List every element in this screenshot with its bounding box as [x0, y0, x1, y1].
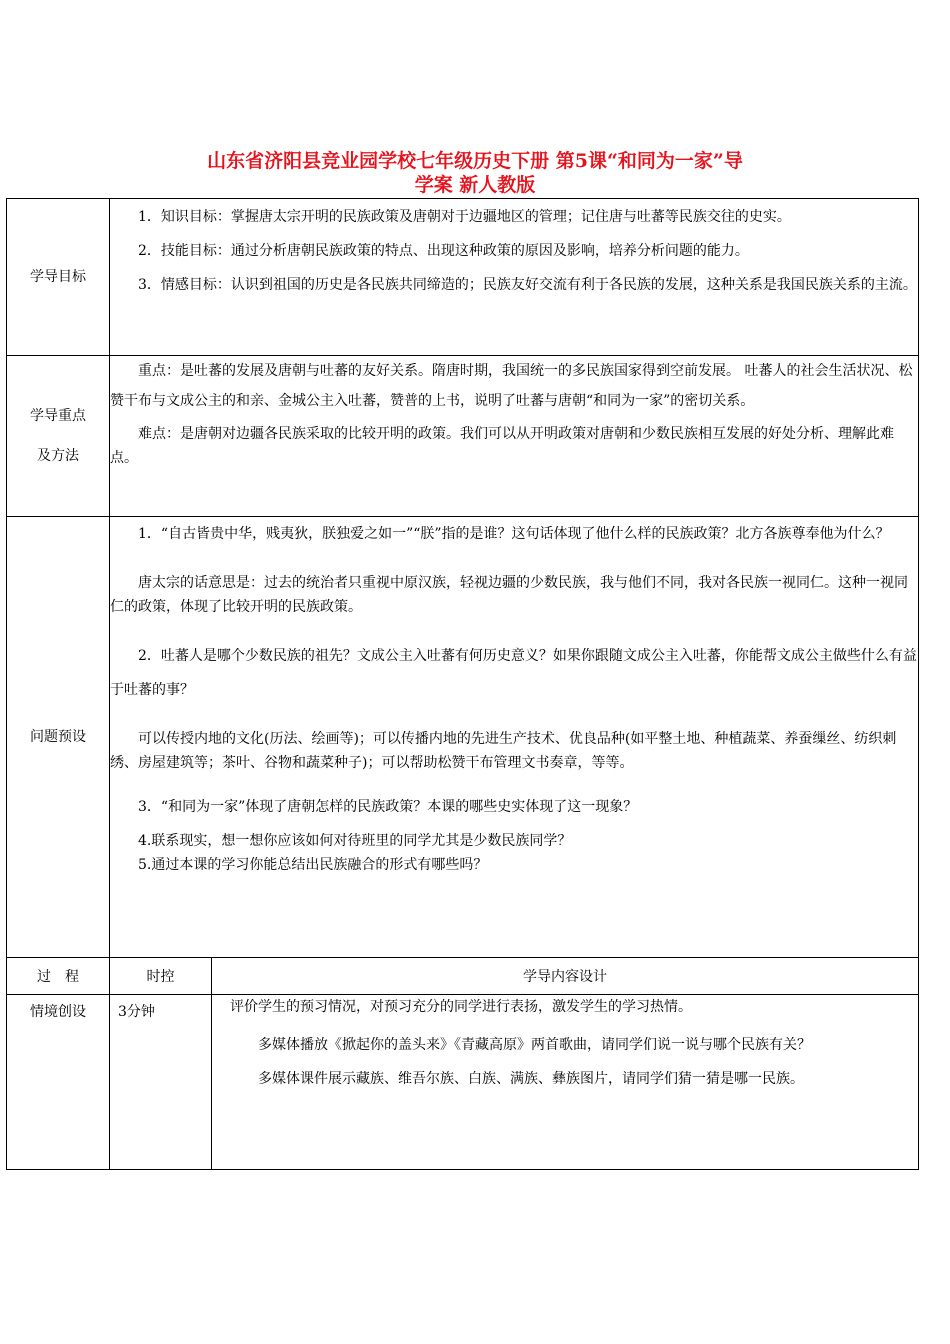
scenario-content — [212, 995, 919, 1170]
scenario-row — [7, 995, 919, 1170]
goals-label: 学导目标 — [7, 199, 110, 356]
question-4: 4.联系现实，想一想你应该如何对待班里的同学尤其是少数民族同学？ — [138, 833, 572, 849]
scenario-paragraph-2: 多媒体播放《掀起你的盖头来》《青藏高原》两首歌曲，请同学们说一说与哪个民族有关？ — [258, 1037, 811, 1053]
answer-2: 可以传授内地的文化(历法、绘画等)；可以传播内地的先进生产技术、优良品种(如平整土地、种植蔬菜、养蚕缫丝、纺织刺绣、房屋建筑等；茶叶、谷物和蔬菜种子)；可以帮助松赞干布管理文书奏章，等等。 — [110, 731, 897, 771]
lesson-plan-table — [6, 198, 919, 1170]
focus-label — [7, 356, 110, 517]
goal-skill: 2．技能目标：通过分析唐朝民族政策的特点、出现这种政策的原因及影响，培养分析问题的能力。 — [138, 243, 749, 259]
key-point: 重点：是吐蕃的发展及唐朝与吐蕃的友好关系。隋唐时期，我国统一的多民族国家得到空前发展。 吐蕃人的社会生活状况、松赞干布与文成公主的和亲、金城公主入吐蕃，赞普的上书，说明了吐蕃与唐朝“和同为一家”的密切关系。 — [110, 363, 913, 409]
question-1: 1．“自古皆贵中华，贱夷狄，朕独爱之如一”“朕”指的是谁？这句话体现了他什么样的民族政策？北方各族尊奉他为什么？ — [138, 526, 890, 542]
questions-content — [110, 517, 919, 958]
question-3: 3．“和同为一家”体现了唐朝怎样的民族政策？本课的哪些史实体现了这一现象？ — [138, 799, 638, 815]
focus-content — [110, 356, 919, 517]
goal-knowledge: 1．知识目标：掌握唐太宗开明的民族政策及唐朝对于边疆地区的管理；记住唐与吐蕃等民族交往的史实。 — [138, 209, 791, 225]
goals-row — [7, 199, 919, 356]
header-design: 学导内容设计 — [212, 958, 919, 995]
scenario-time: 3分钟 — [110, 995, 212, 1170]
document-title-line2: 学案 新人教版 — [414, 174, 536, 196]
difficulty-point: 难点：是唐朝对边疆各民族采取的比较开明的政策。我们可以从开明政策对唐朝和少数民族相互发展的好处分析、理解此难点。 — [110, 426, 894, 466]
focus-row — [7, 356, 919, 517]
question-5: 5.通过本课的学习你能总结出民族融合的形式有哪些吗？ — [138, 857, 488, 873]
question-2: 2．吐蕃人是哪个少数民族的祖先？文成公主入吐蕃有何历史意义？如果你跟随文成公主入吐蕃，你能帮文成公主做些什么有益于吐蕃的事？ — [110, 648, 917, 698]
process-header-row — [7, 958, 919, 995]
header-time: 时控 — [110, 958, 212, 995]
goal-emotion: 3．情感目标：认识到祖国的历史是各民族共同缔造的；民族友好交流有利于各民族的发展，这种关系是我国民族关系的主流。 — [138, 277, 917, 293]
document-title-line1: 山东省济阳县竞业园学校七年级历史下册 第5课“和同为一家”导 — [207, 150, 743, 172]
scenario-paragraph-3: 多媒体课件展示藏族、维吾尔族、白族、满族、彝族图片，请同学们猜一猜是哪一民族。 — [258, 1071, 804, 1087]
focus-label-line1: 学导重点 — [30, 408, 86, 424]
answer-1: 唐太宗的话意思是：过去的统治者只重视中原汉族，轻视边疆的少数民族，我与他们不同，我对各民族一视同仁。这种一视同仁的政策，体现了比较开明的民族政策。 — [110, 575, 908, 615]
questions-row — [7, 517, 919, 958]
goals-content — [110, 199, 919, 356]
focus-label-line2: 及方法 — [37, 448, 79, 464]
scenario-label: 情境创设 — [7, 995, 110, 1170]
header-process: 过 程 — [7, 958, 110, 995]
questions-label: 问题预设 — [7, 517, 110, 958]
scenario-paragraph-1: 评价学生的预习情况，对预习充分的同学进行表扬，激发学生的学习热情。 — [230, 999, 692, 1015]
